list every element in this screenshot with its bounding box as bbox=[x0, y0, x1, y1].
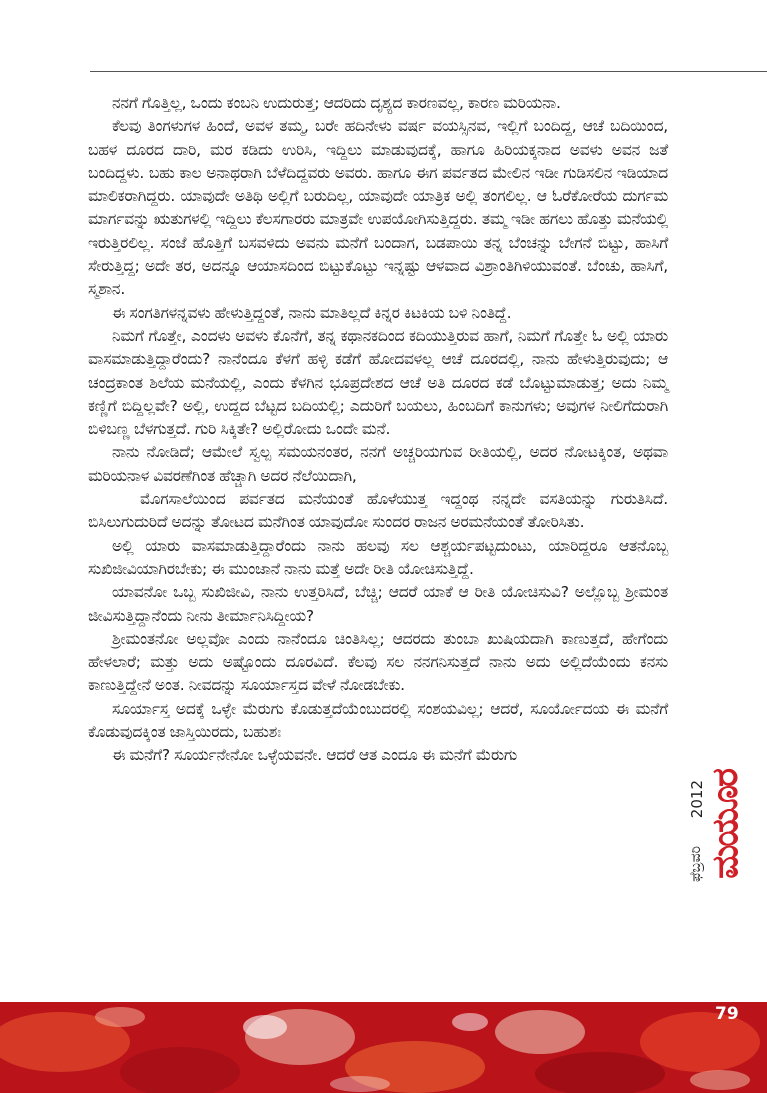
footer-artwork bbox=[0, 1002, 767, 1093]
paragraph: ಸೂರ್ಯಾಸ್ತ ಅದಕ್ಕೆ ಒಳ್ಳೇ ಮೆರುಗು ಕೊಡುತ್ತದೆಯೆಂಬುದರಲ್ಲಿ ಸಂಶಯವಿಲ್ಲ; ಆದರೆ, ಸೂರ್ಯೋದಯ ಈ ಮನೆಗೆ ಕೊಡುವುದಕ್ಕಿಂತ ಜಾಸ್ತಿಯಿರದು, ಬಹುಶಃ bbox=[88, 699, 668, 742]
paragraph: ನನಗೆ ಗೊತ್ತಿಲ್ಲ, ಒಂದು ಕಂಬನಿ ಉದುರುತ್ತ; ಆದರಿದು ದೃಶ್ಯದ ಕಾರಣವಲ್ಲ, ಕಾರಣ ಮರಿಯನಾ. bbox=[112, 94, 561, 112]
header-rule bbox=[90, 71, 767, 72]
paragraph: ಈ ಮನೆಗೆ? ಸೂರ್ಯನೇನೋ ಒಳ್ಳೆಯವನೇ. ಆದರೆ ಆತ ಎಂದೂ ಈ ಮನೆಗೆ ಮೆರುಗು bbox=[112, 746, 518, 765]
paragraph: ಈ ಸಂಗತಿಗಳನ್ನವಳು ಹೇಳುತ್ತಿದ್ದಂತೆ, ನಾನು ಮಾತಿಲ್ಲದೆ ಕಿನ್ನರ ಕಿಟಕಿಯ ಬಳಿ ನಿಂತಿದ್ದೆ. bbox=[112, 303, 512, 322]
paragraph: ಅಲ್ಲಿ ಯಾರು ವಾಸಮಾಡುತ್ತಿದ್ದಾರೆಂದು ನಾನು ಹಲವು ಸಲ ಆಶ್ಚರ್ಯಪಟ್ಟದುಂಟು, ಯಾರಿದ್ದರೂ ಆತನೊಬ್ಬ ಸುಖಿಜೀವಿಯಾಗಿರಬೇಕು; ಈ ಮುಂಜಾನೆ ನಾನು ಮತ್ತೆ ಅದೇ ರೀತಿ ಯೋಚಿಸುತ್ತಿದ್ದೆ. bbox=[88, 536, 668, 578]
paragraph: ಮೊಗಸಾಲೆಯಿಂದ ಪರ್ವತದ ಮನೆಯಂತೆ ಹೊಳೆಯುತ್ತ ಇದ್ದಂಥ ನನ್ನದೇ ವಸತಿಯನ್ನು ಗುರುತಿಸಿದೆ. ಬಿಸಿಲುಗುದುರಿದೆ ಅದನ್ನು ತೋಟದ ಮನೆಗಿಂತ ಯಾವುದೋ ಸುಂದರ ರಾಜನ ಅರಮನೆಯಂತೆ ತೋರಿಸಿತು. bbox=[88, 490, 668, 532]
paragraph: ನಾನು ನೋಡಿದೆ; ಆಮೇಲೆ ಸ್ವಲ್ಪ ಸಮಯನಂತರ, ನನಗೆ ಅಚ್ಚರಿಯಗುವ ರೀತಿಯಲ್ಲಿ, ಅದರ ನೋಟಕ್ಕಿಂತ, ಅಥವಾ ಮರಿಯನಾಳ ವಿವರಣೆಗಿಂತ ಹೆಚ್ಚಾಗಿ ಅದರ ನೆಲೆಯಿದಾಗಿ, bbox=[88, 443, 668, 485]
issue-month: ಫೆಬ್ರವರಿ bbox=[688, 846, 704, 883]
paragraph: ನಿಮಗೆ ಗೊತ್ತೇ, ಎಂದಳು ಅವಳು ಕೊನೆಗೆ, ತನ್ನ ಕಥಾನಕದಿಂದ ಕದಿಯುತ್ತಿರುವ ಹಾಗೆ, ನಿಮಗೆ ಗೊತ್ತೇ ಓ ಅಲ್ಲಿ ಯಾರು ವಾಸಮಾಡುತ್ತಿದ್ದಾರೆಂದು? ನಾನೆಂದೂ ಕೆಳಗೆ ಹಳ್ಳಿ ಕಡೆಗೆ ಹೋದವಳಲ್ಲ ಆಚೆ ದೂರದಲ್ಲಿ, ನಾನು ಹೇಳುತ್ತಿರುವುದು; ಆ ಚಂದ್ರಕಾಂತ ಶಿಲೆಯ ಮನೆಯಲ್ಲಿ, ಎಂದು ಕೆಳಗಿನ ಭೂಪ್ರದೇಶದ ಆಚೆ ಅತಿ ದೂರದ ಕಡೆ ಬೊಟ್ಟುಮಾಡುತ್ತ; ಅದು ನಿಮ್ಮ ಕಣ್ಣಿಗೆ ಬಿದ್ದಿಲ್ಲವೇ? ಅಲ್ಲಿ, ಉದ್ದದ ಬೆಟ್ಟದ ಬದಿಯಲ್ಲಿ; ಎದುರಿಗೆ ಬಯಲು, ಹಿಂಬದಿಗೆ ಕಾನುಗಳು; ಅವುಗಳ ನೀಲಿಗೆದುರಾಗಿ ಬಿಳಿಬಣ್ಣ ಬೆಳಗುತ್ತದೆ. ಗುರಿ ಸಿಕ್ಕಿತೇ? ಅಲ್ಲಿರೋದು ಒಂದೇ ಮನೆ. bbox=[88, 326, 668, 439]
page-number: 79 bbox=[715, 1004, 739, 1024]
issue-year: 2012 bbox=[688, 780, 706, 819]
paragraph: ಯಾವನೋ ಒಬ್ಬ ಸುಖಿಜೀವಿ, ನಾನು ಉತ್ತರಿಸಿದೆ, ಬೆಚ್ಚಿ; ಆದರೆ ಯಾಕೆ ಆ ರೀತಿ ಯೋಚಿಸುವಿ? ಅಲ್ಲೊಬ್ಬ ಶ್ರೀಮಂತ ಜೀವಿಸುತ್ತಿದ್ದಾನೆಂದು ನೀನು ತೀರ್ಮಾನಿಸಿದ್ದೀಯ? bbox=[88, 583, 668, 625]
magazine-brand: ಮಯೂರ bbox=[705, 770, 746, 879]
paragraph: ಕೆಲವು ತಿಂಗಳುಗಳ ಹಿಂದೆ, ಅವಳ ತಮ್ಮ, ಬರೇ ಹದಿನೇಳು ವರ್ಷ ವಯಸ್ಸಿನವ, ಇಲ್ಲಿಗೆ ಬಂದಿದ್ದ, ಆಚೆ ಬದಿಯಿಂದ, ಬಹಳ ದೂರದ ದಾರಿ, ಮರ ಕಡಿದು ಉರಿಸಿ, ಇದ್ದಿಲು ಮಾಡುವುದಕ್ಕೆ, ಹಾಗೂ ಹಿರಿಯಕ್ಕನಾದ ಅವಳು ಅವನ ಜತೆ ಬಂದಿದ್ದಳು. ಬಹು ಕಾಲ ಅನಾಥರಾಗಿ ಬೆಳೆದಿದ್ದವರು ಅವರು. ಹಾಗೂ ಈಗ ಪರ್ವತದ ಮೇಲಿನ ಇಡೀ ಗುಡಿಸಲಿನ ಇಡಿಯಾದ ಮಾಲಿಕರಾಗಿದ್ದರು. ಯಾವುದೇ ಅತಿಥಿ ಅಲ್ಲಿಗೆ ಬರುದಿಲ್ಲ, ಯಾವುದೇ ಯಾತ್ರಿಕ ಅಲ್ಲಿ ತಂಗಲಿಲ್ಲ. ಆ ಓರೆಕೋರೆಯ ದುರ್ಗಮ ಮಾರ್ಗವನ್ನು ಋತುಗಳಲ್ಲಿ ಇದ್ದಿಲು ಕೆಲಸಗಾರರು ಮಾತ್ರವೇ ಉಪಯೋಗಿಸುತ್ತಿದ್ದರು. ತಮ್ಮ ಇಡೀ ಹಗಲು ಹೊತ್ತು ಮನೆಯಲ್ಲಿ ಇರುತ್ತಿರಲಿಲ್ಲ. ಸಂಜೆ ಹೊತ್ತಿಗೆ ಬಸವಳಿದು ಅವನು ಮನೆಗೆ ಬಂದಾಗ, ಬಡಪಾಯಿ ತನ್ನ ಬೆಂಚನ್ನು ಬೇಗನೆ ಬಿಟ್ಟು, ಹಾಸಿಗೆ ಸೇರುತ್ತಿದ್ದ; ಅದೇ ತರ, ಅದನ್ನೂ ಆಯಾಸದಿಂದ ಬಿಟ್ಟುಕೊಟ್ಟು ಇನ್ನಷ್ಟು ಆಳವಾದ ವಿಶ್ರಾಂತಿಗಿಳಿಯುವಂತೆ. ಬೆಂಚು, ಹಾಸಿಗೆ, ಸ್ಮಶಾನ. bbox=[88, 117, 668, 299]
magazine-side-label bbox=[678, 760, 746, 990]
paragraph: ಶ್ರೀಮಂತನೋ ಅಲ್ಲವೋ ಎಂದು ನಾನೆಂದೂ ಚಿಂತಿಸಿಲ್ಲ; ಆದರದು ತುಂಬಾ ಖುಷಿಯದಾಗಿ ಕಾಣುತ್ತದೆ, ಹೇಗೆಂದು ಹೇಳಲಾರೆ; ಮತ್ತು ಅದು ಅಷ್ಟೊಂದು ದೂರವಿದೆ. ಕೆಲವು ಸಲ ನನಗನಿಸುತ್ತದೆ ನಾನು ಅದು ಅಲ್ಲಿದೆಯೆಂದು ಕನಸು ಕಾಣುತ್ತಿದ್ದೇನೆ ಅಂತ. ನೀವದನ್ನು ಸೂರ್ಯಾಸ್ತದ ವೇಳೆ ನೋಡಬೇಕು. bbox=[88, 629, 668, 695]
article-body bbox=[88, 92, 668, 768]
footer-artwork-graphic bbox=[0, 1002, 767, 1093]
